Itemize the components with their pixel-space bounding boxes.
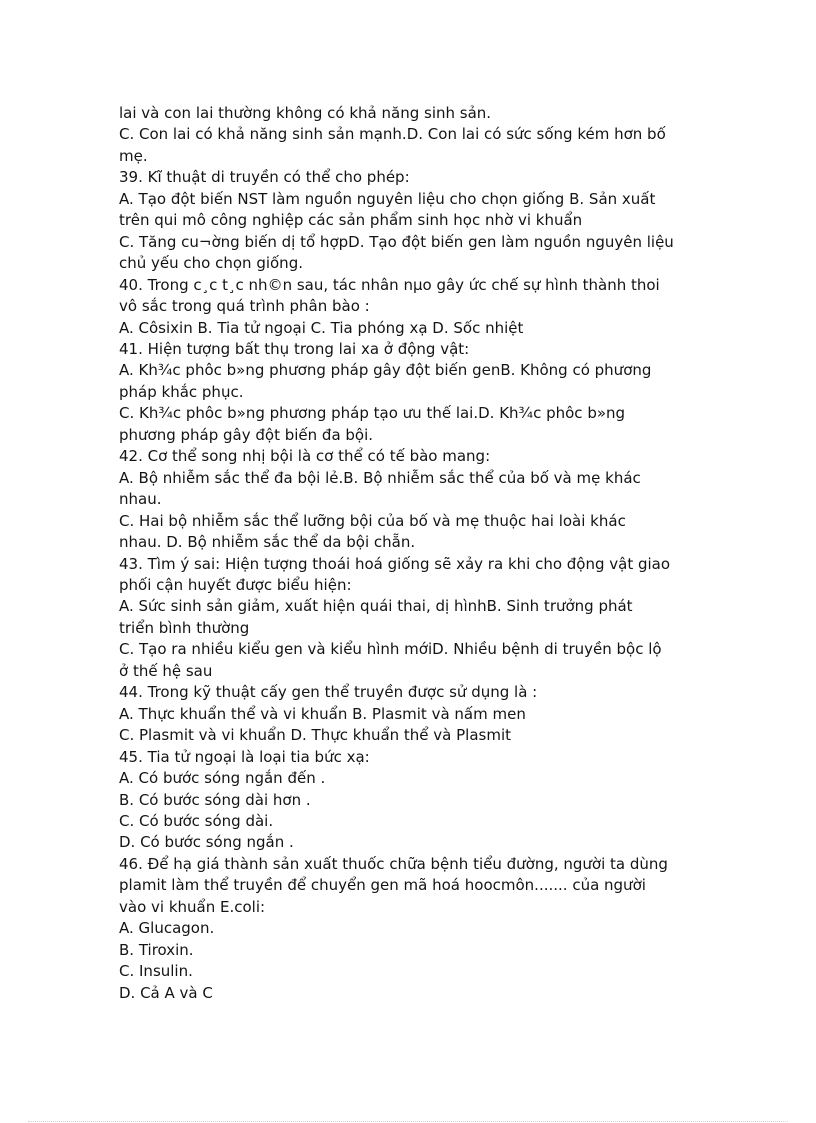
question-43-title: 43. Tìm ý sai: Hiện tượng thoái hoá giống sẽ xảy ra khi cho động vật giao (119, 554, 671, 573)
text-line: lai và con lai thường không có khả năng sinh sản. (119, 104, 492, 122)
text-line: phương pháp gây đột biến đa bội. (119, 425, 374, 444)
text-line: C. Tăng cu¬ờng biến dị tổ hợpD. Tạo đột biến gen làm nguồn nguyên liệu (119, 232, 674, 251)
text-line: phối cận huyết được biểu hiện: (119, 575, 352, 594)
text-line: trên qui mô công nghiệp các sản phẩm sinh học nhờ vi khuẩn (119, 211, 583, 230)
text-line: A. Thực khuẩn thể và vi khuẩn B. Plasmit và nấm men (119, 704, 526, 723)
text-line: C. Plasmit và vi khuẩn D. Thực khuẩn thể và Plasmit (119, 726, 512, 745)
text-line: A. Côsixin B. Tia tử ngoại C. Tia phóng xạ D. Sốc nhiệt (119, 318, 524, 337)
text-line: C. Kh¾c phôc b»ng phương pháp tạo ưu thế lai.D. Kh¾c phôc b»ng (119, 404, 626, 423)
text-line: nhau. (119, 490, 162, 509)
text-line: triển bình thường (119, 618, 250, 637)
text-line: C. Có bước sóng dài. (119, 811, 274, 830)
text-line: B. Tiroxin. (119, 940, 194, 959)
text-line: C. Tạo ra nhiều kiểu gen và kiểu hình mớiD. Nhiều bệnh di truyền bộc lộ (119, 640, 662, 659)
text-line: mẹ. (119, 146, 148, 165)
question-40-title: 40. Trong c¸c t¸c nh©n sau, tác nhân nµo gây ức chế sự hình thành thoi (119, 275, 660, 294)
page-bottom-divider (28, 1121, 788, 1122)
text-line: D. Cả A và C (119, 983, 213, 1002)
text-line: A. Có bước sóng ngắn đến . (119, 769, 326, 788)
text-line: B. Có bước sóng dài hơn . (119, 790, 311, 809)
text-line: vào vi khuẩn E.coli: (119, 897, 266, 916)
text-line: vô sắc trong quá trình phân bào : (119, 297, 370, 316)
question-41-title: 41. Hiện tượng bất thụ trong lai xa ở động vật: (119, 339, 470, 358)
text-line: pháp khắc phục. (119, 382, 244, 401)
text-line: D. Có bước sóng ngắn . (119, 833, 294, 852)
question-44-title: 44. Trong kỹ thuật cấy gen thể truyền được sử dụng là : (119, 683, 538, 702)
text-line: A. Tạo đột biến NST làm nguồn nguyên liệu cho chọn giống B. Sản xuất (119, 189, 656, 208)
text-line: ở thế hệ sau (119, 661, 213, 680)
document-body (119, 103, 709, 1004)
text-line: C. Con lai có khả năng sinh sản mạnh.D. Con lai có sức sống kém hơn bố (119, 125, 666, 144)
text-line: C. Insulin. (119, 962, 193, 981)
text-line: A. Kh¾c phôc b»ng phương pháp gây đột biến genB. Không có phương (119, 361, 652, 380)
question-42-title: 42. Cơ thể song nhị bội là cơ thể có tế bào mang: (119, 447, 491, 466)
text-line: C. Hai bộ nhiễm sắc thể lưỡng bội của bố và mẹ thuộc hai loài khác (119, 511, 626, 530)
text-line: A. Bộ nhiễm sắc thể đa bội lẻ.B. Bộ nhiễm sắc thể của bố và mẹ khác (119, 468, 641, 487)
text-line: chủ yếu cho chọn giống. (119, 254, 303, 273)
text-line: plamit làm thể truyền để chuyển gen mã hoá hoocmôn....... của người (119, 876, 646, 895)
text-line: A. Glucagon. (119, 919, 215, 938)
question-39-title: 39. Kĩ thuật di truyền có thể cho phép: (119, 168, 410, 187)
question-45-title: 45. Tia tử ngoại là loại tia bức xạ: (119, 747, 370, 766)
text-line: nhau. D. Bộ nhiễm sắc thể da bội chẵn. (119, 533, 416, 552)
question-46-title: 46. Để hạ giá thành sản xuất thuốc chữa bệnh tiểu đường, người ta dùng (119, 854, 668, 873)
text-line: A. Sức sinh sản giảm, xuất hiện quái thai, dị hìnhB. Sinh trưởng phát (119, 597, 633, 616)
